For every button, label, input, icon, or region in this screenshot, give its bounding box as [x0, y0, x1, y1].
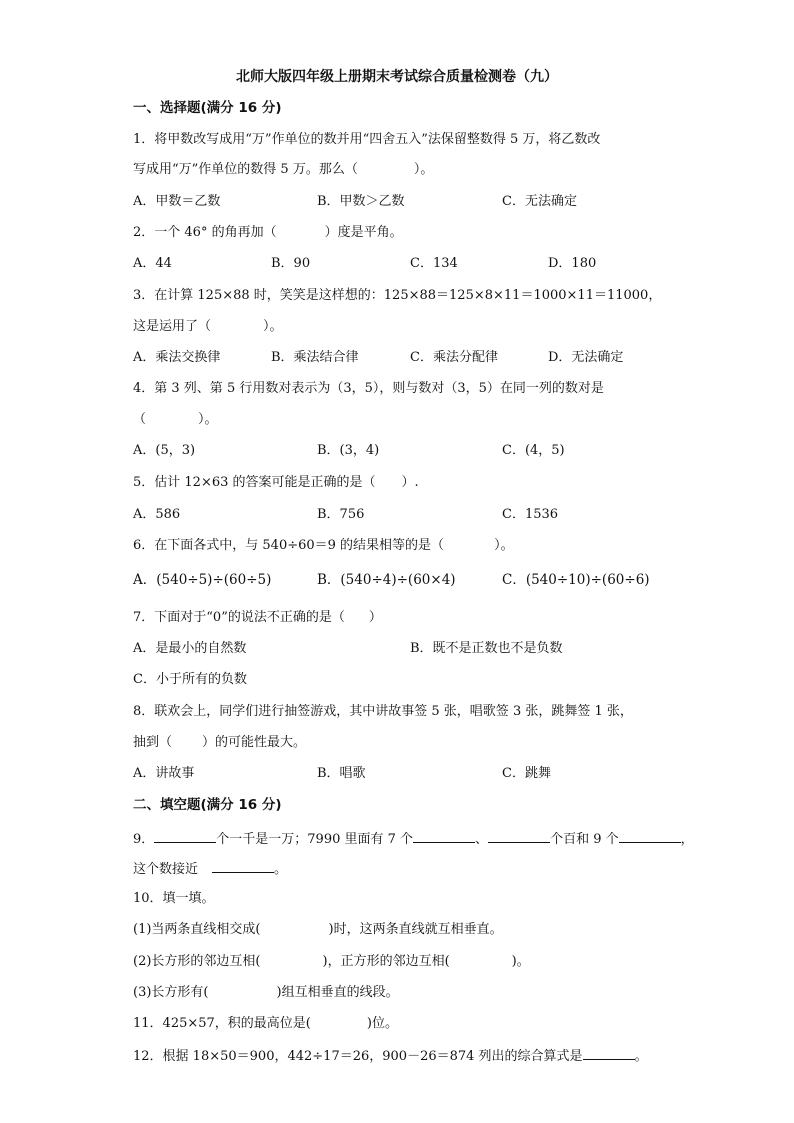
q3-line1: 3．在计算 125×88 时，笑笑是这样想的：125×88＝125×8×11＝1000×11＝11000，	[133, 288, 662, 303]
q2-option-c: C．134	[410, 256, 458, 271]
q9-line2: 这个数接近 。	[133, 859, 287, 879]
q12-text: 12．根据 18×50＝900，442÷17＝26，900－26＝874 列出的综合算式是 。	[133, 1046, 648, 1066]
q10-title: 10．填一填。	[133, 891, 215, 906]
q1-option-c: C．无法确定	[502, 194, 577, 209]
q7-option-c: C．小于所有的负数	[133, 672, 247, 687]
section-heading-choice: 一、选择题(满分 16 分)	[133, 100, 282, 116]
q6-text: 6．在下面各式中，与 540÷60＝9 的结果相等的是（ ）。	[133, 538, 514, 553]
q3-option-d: D．无法确定	[548, 350, 624, 365]
q8-option-a: A．讲故事	[133, 766, 195, 781]
q3-option-b: B．乘法结合律	[271, 350, 359, 365]
q4-option-b: B．(3，4)	[317, 443, 380, 458]
q9-blank-5[interactable]	[212, 859, 274, 873]
q9-blank-1[interactable]	[154, 829, 216, 843]
q11-text: 11．425×57，积的最高位是( )位。	[133, 1016, 398, 1031]
q1-option-b: B．甲数＞乙数	[317, 194, 405, 209]
q9-line1: 9． 个一千是一万；7990 里面有 7 个 、 个百和 9 个 ，	[133, 829, 694, 849]
q6-option-b: B．(540÷4)÷(60×4)	[317, 572, 456, 588]
q8-line1: 8．联欢会上，同学们进行抽签游戏，其中讲故事签 5 张，唱歌签 3 张，跳舞签 1 张，	[133, 704, 633, 719]
q6-option-a: A．(540÷5)÷(60÷5)	[133, 572, 272, 588]
q2-option-b: B．90	[271, 256, 311, 271]
q10-sub2: (2)长方形的邻边互相( )，正方形的邻边互相( )。	[133, 954, 530, 969]
q3-line2: 这是运用了（ ）。	[133, 319, 283, 334]
q5-text: 5．估计 12×63 的答案可能是正确的是（ ）.	[133, 475, 419, 490]
q4-option-c: C．(4，5)	[502, 443, 565, 458]
q4-line2: （ ）。	[133, 412, 218, 427]
q8-option-b: B．唱歌	[317, 766, 366, 781]
q7-option-a: A．是最小的自然数	[133, 641, 247, 656]
q1-option-a: A．甲数＝乙数	[133, 194, 221, 209]
q10-sub3: (3)长方形有( )组互相垂直的线段。	[133, 985, 399, 1000]
q2-option-d: D．180	[548, 256, 597, 271]
q10-sub1: (1)当两条直线相交成( )时，这两条直线就互相垂直。	[133, 922, 503, 937]
q12-blank[interactable]	[583, 1046, 635, 1060]
section-heading-fill: 二、填空题(满分 16 分)	[133, 797, 282, 813]
q8-line2: 抽到（ ）的可能性最大。	[133, 735, 307, 750]
q2-option-a: A．44	[133, 256, 172, 271]
page-title: 北师大版四年级上册期末考试综合质量检测卷（九）	[236, 69, 558, 85]
q4-option-a: A．(5，3)	[133, 443, 196, 458]
q7-text: 7．下面对于“0”的说法不正确的是（ ）	[133, 610, 382, 625]
q4-line1: 4．第 3 列、第 5 行用数对表示为（3，5），则与数对（3，5）在同一列的数对是	[133, 381, 604, 396]
q1-line2: 写成用“万”作单位的数得 5 万。那么（ ）。	[133, 162, 434, 177]
q7-option-b: B．既不是正数也不是负数	[410, 641, 563, 656]
q5-option-c: C．1536	[502, 507, 559, 522]
q5-option-a: A．586	[133, 507, 181, 522]
q1-line1: 1．将甲数改写成用“万”作单位的数并用“四舍五入”法保留整数得 5 万，将乙数改	[133, 132, 601, 147]
q6-option-c: C．(540÷10)÷(60÷6)	[502, 572, 650, 588]
q9-blank-4[interactable]	[619, 829, 681, 843]
q5-option-b: B．756	[317, 507, 365, 522]
q2-text: 2．一个 46° 的角再加（ ）度是平角。	[133, 225, 403, 240]
q9-blank-2[interactable]	[413, 829, 475, 843]
q8-option-c: C．跳舞	[502, 766, 551, 781]
q3-option-c: C．乘法分配律	[410, 350, 498, 365]
q9-blank-3[interactable]	[488, 829, 550, 843]
q3-option-a: A．乘法交换律	[133, 350, 221, 365]
